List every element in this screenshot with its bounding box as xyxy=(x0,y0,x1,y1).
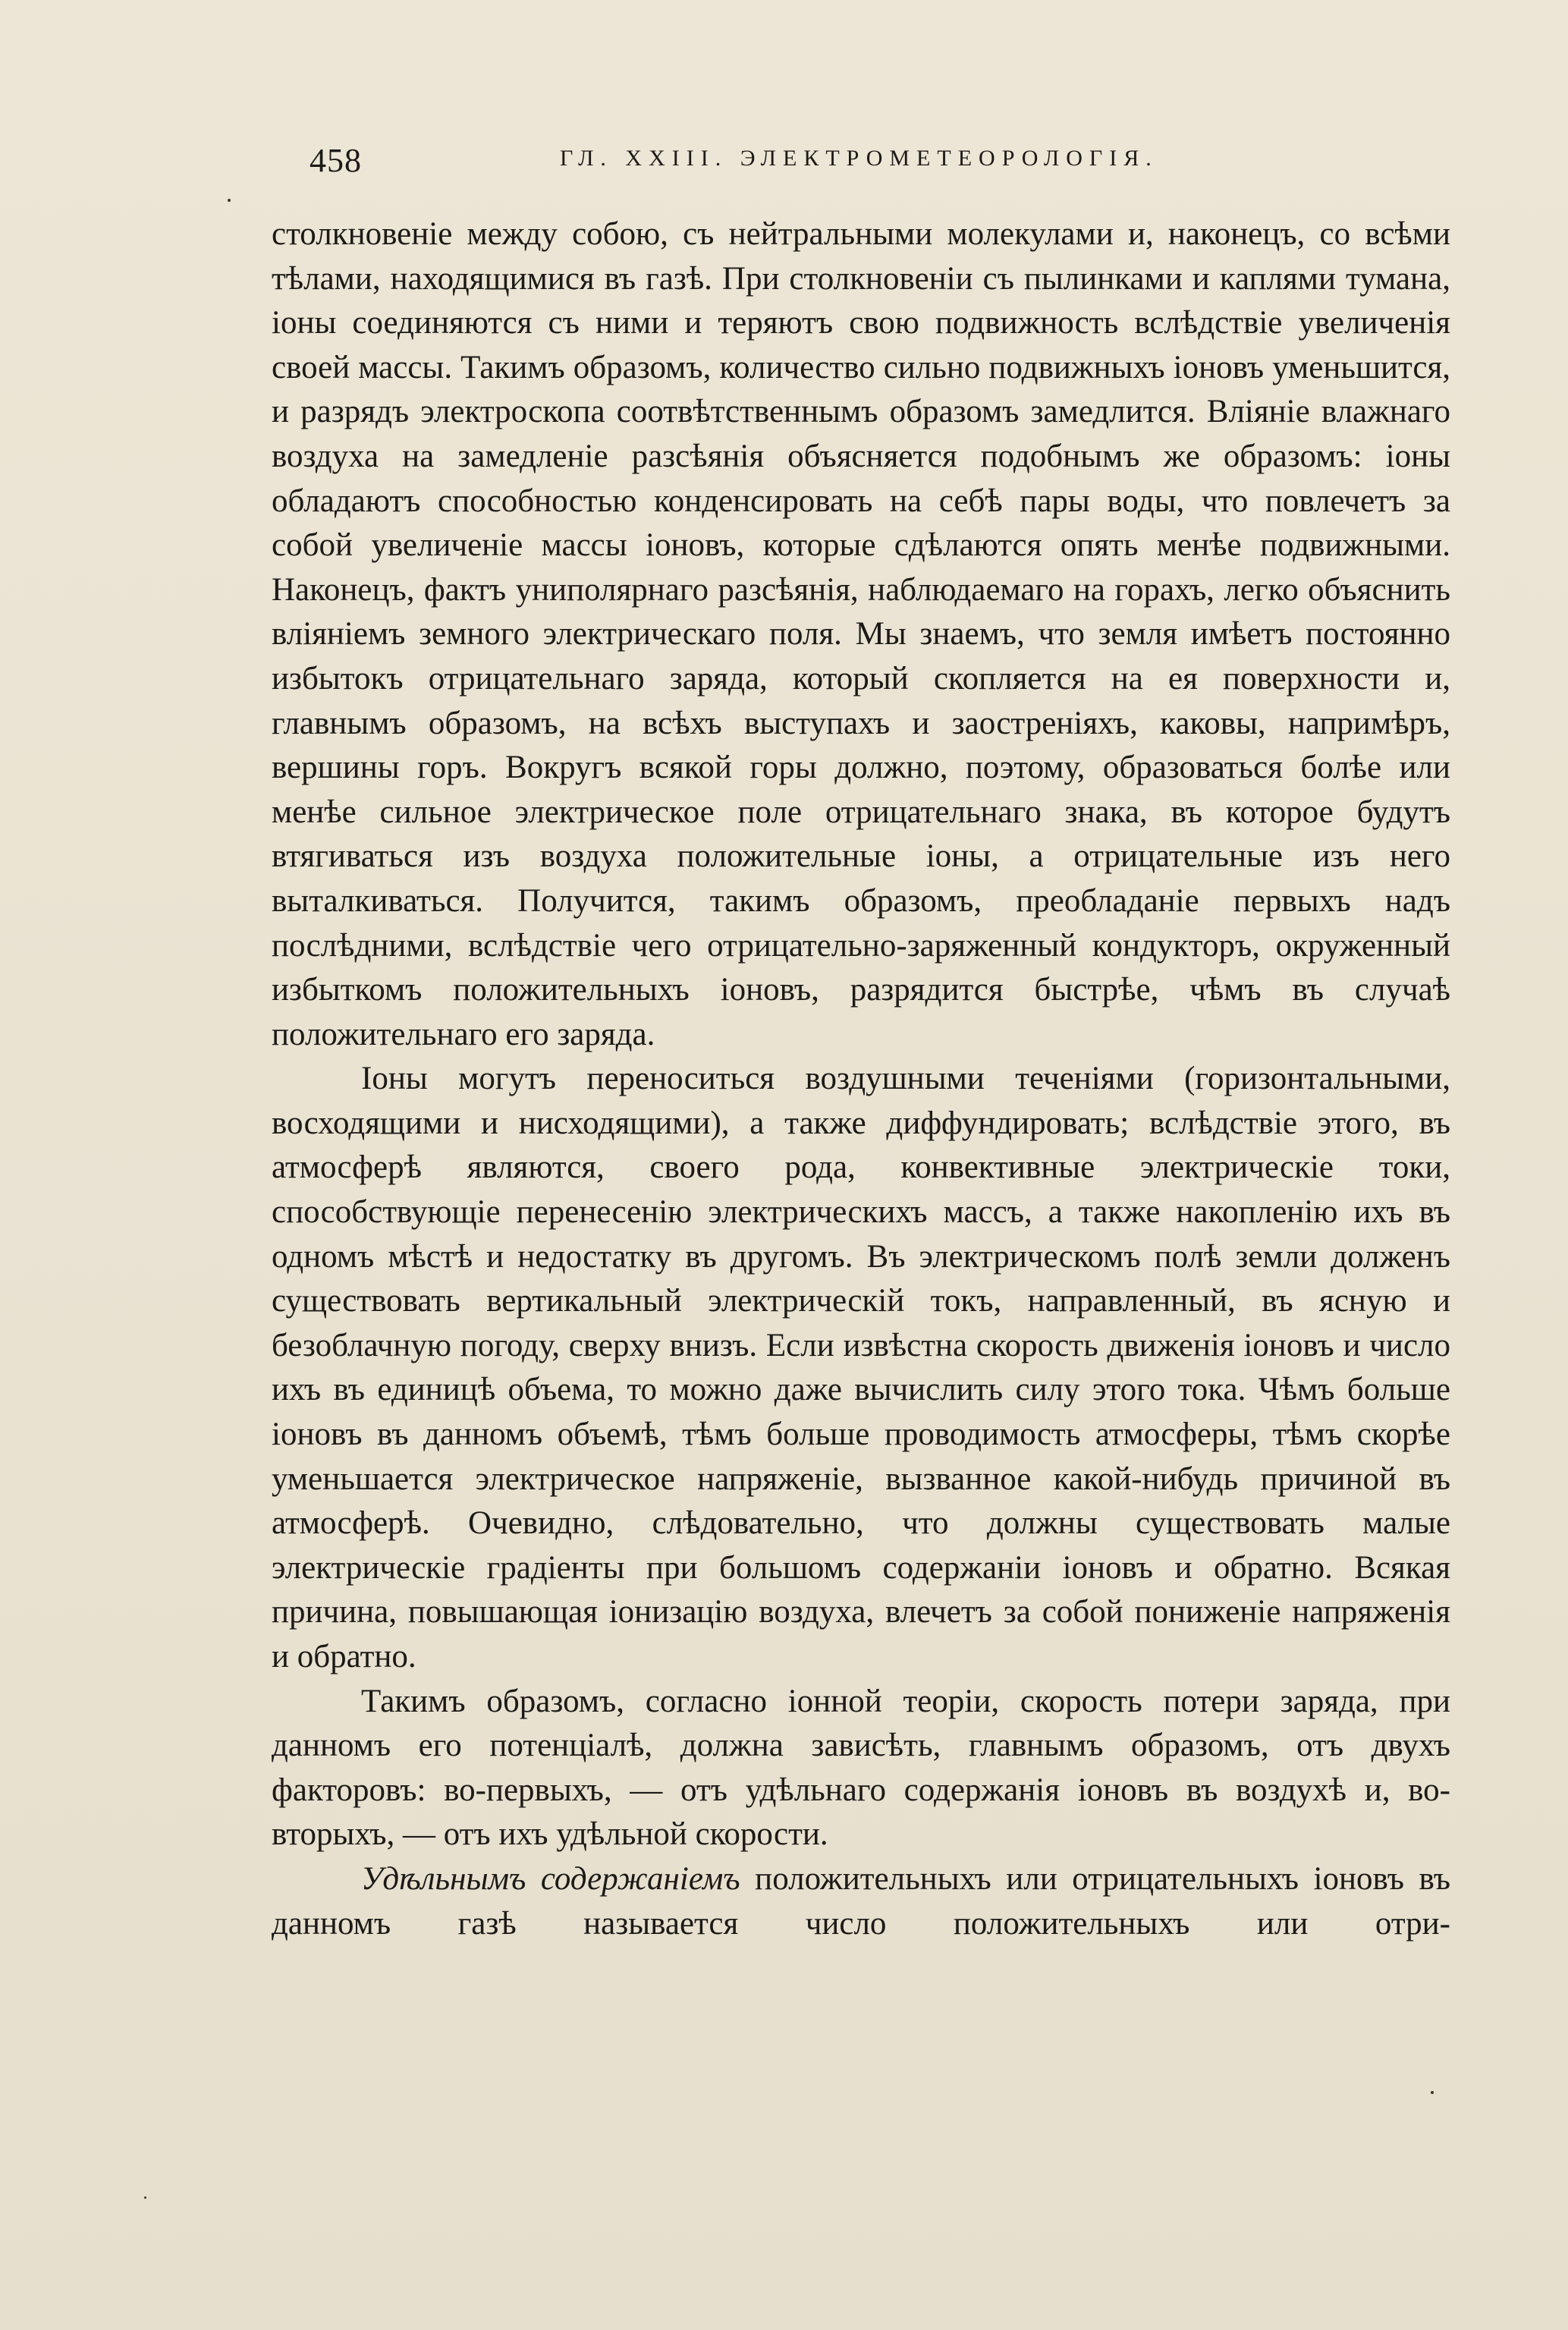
paper-speck xyxy=(144,2196,146,2199)
defined-term: Удѣльнымъ содержаніемъ xyxy=(361,1860,740,1897)
paper-speck xyxy=(1431,2091,1434,2094)
paragraph-4 xyxy=(272,1857,1450,1946)
paragraph-4-text: положительныхъ или отрицательныхъ іоновъ въ данномъ газѣ называется число положительныхъ или отри- xyxy=(272,1860,1450,1942)
paragraph-3: Такимъ образомъ, согласно іонной теоріи, скорость потери заряда, при данномъ его потенціалѣ, должна зависѣть, главнымъ образомъ, отъ двухъ факторовъ: во-первыхъ, — отъ удѣльнаго содержанія іоновъ въ воздухѣ и, во-вторыхъ, — отъ ихъ удѣльной скорости. xyxy=(272,1683,1450,1853)
page-number: 458 xyxy=(310,142,362,179)
body-text xyxy=(272,212,1450,1946)
paragraph-2: Іоны могутъ переноситься воздушными теченіями (горизонтальными, восходящими и нисходящими), а также диффундировать; вслѣдствіе этого, въ атмосферѣ являются, своего рода, конвективные электрическіе токи, способствующіе перенесенію электрическихъ массъ, а также накопленію ихъ въ одномъ мѣстѣ и недостатку въ другомъ. Въ электрическомъ полѣ земли долженъ существовать вертикальный электрическій токъ, направленный, въ ясную и безоблачную погоду, сверху внизъ. Если извѣстна скорость движенія іоновъ и число ихъ въ единицѣ объема, то можно даже вычислить силу этого тока. Чѣмъ больше іоновъ въ данномъ объемѣ, тѣмъ больше проводимость атмосферы, тѣмъ скорѣе уменьшается электрическое напряженіе, вызванное какой-нибудь причиной въ атмосферѣ. Очевидно, слѣдовательно, что должны существовать малые электрическіе градіенты при большомъ содержаніи іоновъ и обратно. Всякая причина, повышающая іонизацію воздуха, влечетъ за собой пониженіе напряженія и обратно. xyxy=(272,1061,1450,1674)
running-head xyxy=(310,141,1463,187)
paper-speck xyxy=(228,199,231,202)
chapter-title: ГЛ. XXIII. ЭЛЕКТРОМЕТЕОРОЛОГІЯ. xyxy=(560,146,1158,171)
paragraph-1: столкновеніе между собою, съ нейтральными молекулами и, наконецъ, со всѣми тѣлами, находящимися въ газѣ. При столкновеніи съ пылинками и каплями тумана, іоны соединяются съ ними и теряютъ свою подвижность вслѣдствіе увеличенія своей массы. Такимъ образомъ, количество сильно подвижныхъ іоновъ уменьшится, и разрядъ электроскопа соотвѣтственнымъ образомъ замедлится. Вліяніе влажнаго воздуха на замедленіе разсѣянія объясняется подобнымъ же образомъ: іоны обладаютъ способностью конденсировать на себѣ пары воды, что повлечетъ за собой увеличеніе массы іоновъ, которые сдѣлаются опять менѣе подвижными. Наконецъ, фактъ униполярнаго разсѣянія, наблюдаемаго на горахъ, легко объяснить вліяніемъ земного электрическаго поля. Мы знаемъ, что земля имѣетъ постоянно избытокъ отрицательнаго заряда, который скопляется на ея поверхности и, главнымъ образомъ, на всѣхъ выступахъ и заостреніяхъ, каковы, напримѣръ, вершины горъ. Вокругъ всякой горы должно, поэтому, образоваться болѣе или менѣе сильное электрическое поле отрицательнаго знака, въ которое будутъ втягиваться изъ воздуха положительные іоны, а отрицательные изъ него выталкиваться. Получится, такимъ образомъ, преобладаніе первыхъ надъ послѣдними, вслѣдствіе чего отрицательно-заряженный кондукторъ, окруженный избыткомъ положительныхъ іоновъ, разрядится быстрѣе, чѣмъ въ случаѣ положительнаго его заряда. xyxy=(272,216,1450,1052)
